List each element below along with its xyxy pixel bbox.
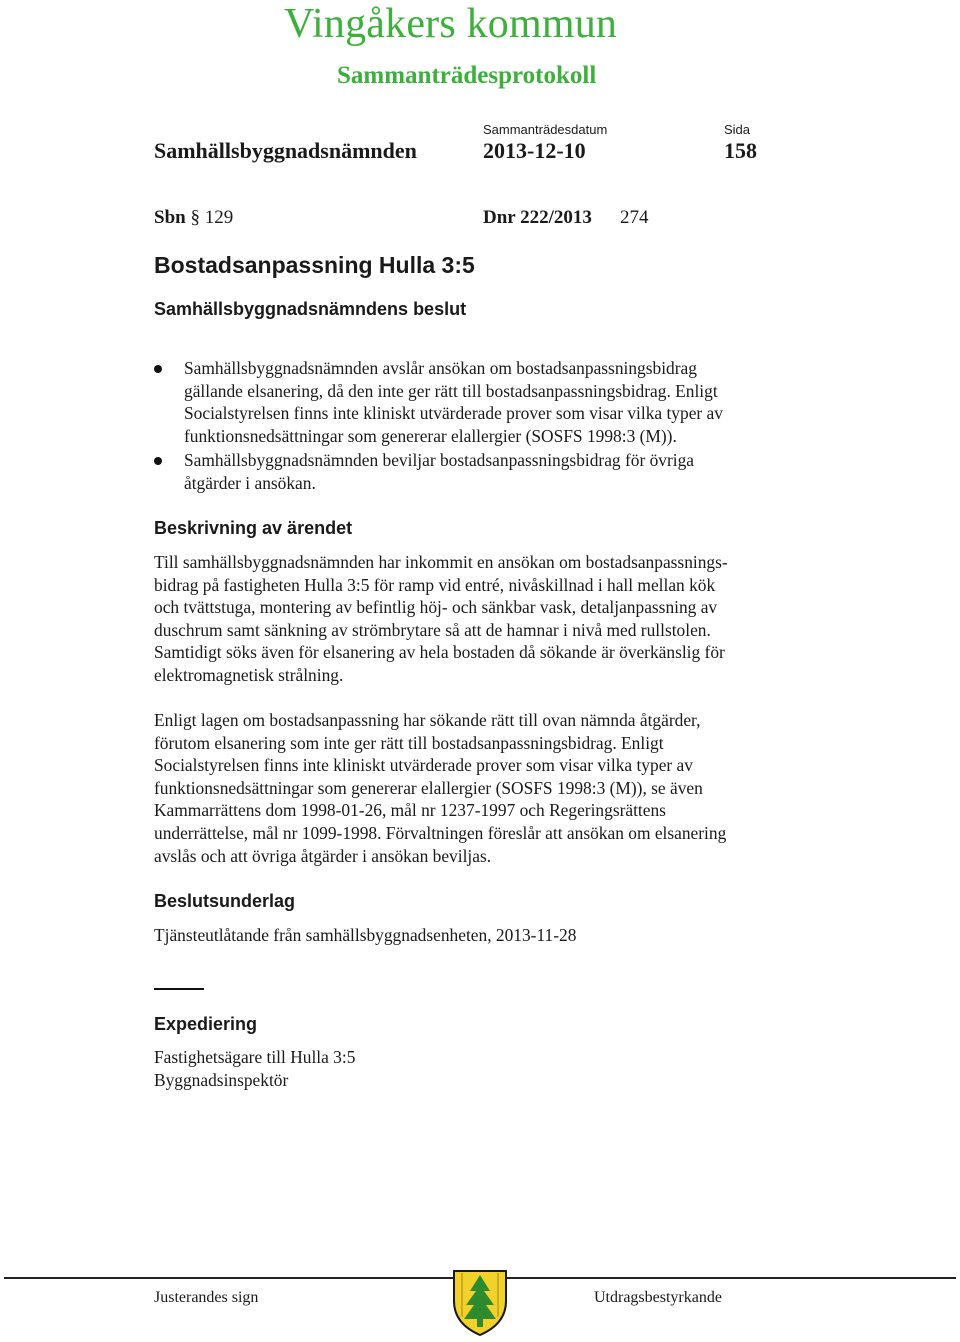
text-line: Kammarrättens dom 1998-01-26, mål nr 1237-1997 och Regeringsrättens bbox=[154, 800, 666, 821]
bullet-line: Samhällsbyggnadsnämnden beviljar bostadsanpassningsbidrag för övriga bbox=[184, 450, 695, 471]
municipal-crest-icon bbox=[450, 1267, 510, 1337]
basis-heading: Beslutsunderlag bbox=[154, 891, 296, 911]
meeting-date: 2013-12-10 bbox=[483, 138, 586, 163]
meeting-date-label: Sammanträdesdatum bbox=[483, 122, 608, 137]
bullet-line: Socialstyrelsen finns inte kliniskt utvärderade prover som visar vilka typer av bbox=[184, 403, 723, 424]
bullet-line: Samhällsbyggnadsnämnden avslår ansökan om bostadsanpassningsbidrag bbox=[184, 358, 697, 378]
text-line: Enligt lagen om bostadsanpassning har sökande rätt till ovan nämnda åtgärder, bbox=[154, 710, 701, 730]
paragraph-number: 129 bbox=[204, 207, 234, 228]
dnr: Dnr 222/2013 bbox=[483, 207, 592, 228]
bullet-line: åtgärder i ansökan. bbox=[184, 472, 316, 493]
adjuster-signature-label: Justerandes sign bbox=[154, 1289, 259, 1306]
text-line: Socialstyrelsen finns inte kliniskt utvärderade prover som visar vilka typer av bbox=[154, 755, 693, 776]
document-type: Sammanträdesprotokoll bbox=[337, 62, 597, 89]
text-line: elektromagnetisk strålning. bbox=[154, 664, 344, 685]
description-heading: Beskrivning av ärendet bbox=[154, 518, 353, 538]
text-line: bidrag på fastigheten Hulla 3:5 för ramp vid entré, nivåskillnad i hall mellan kök bbox=[154, 574, 716, 595]
decision-item bbox=[154, 357, 794, 447]
text-line: och tvättstuga, montering av befintlig höj- och sänkbar vask, detaljanpassning av bbox=[154, 597, 718, 618]
bullet-line: funktionsnedsättningar som genererar elallergier (SOSFS 1998:3 (M)). bbox=[184, 425, 677, 446]
text-line: Till samhällsbyggnadsnämnden har inkommit en ansökan om bostadsanpassnings- bbox=[154, 552, 728, 572]
dispatch-recipient: Byggnadsinspektör bbox=[154, 1069, 289, 1090]
dispatch-recipient: Fastighetsägare till Hulla 3:5 bbox=[154, 1047, 356, 1067]
basis-text: Tjänsteutlåtande från samhällsbyggnadsenheten, 2013-11-28 bbox=[154, 925, 577, 945]
page-label: Sida bbox=[724, 122, 751, 137]
case-title: Bostadsanpassning Hulla 3:5 bbox=[154, 252, 475, 278]
decision-list bbox=[154, 357, 794, 495]
paragraph-reference bbox=[154, 207, 233, 229]
description-paragraph-2 bbox=[154, 709, 814, 867]
dispatch-heading: Expediering bbox=[154, 1014, 258, 1034]
text-line: duschrum samt sänkning av strömbrytare så att de hamnar i nivå med rullstolen. bbox=[154, 619, 711, 640]
bullet-icon bbox=[154, 365, 162, 373]
page-number: 158 bbox=[724, 138, 757, 163]
text-line: avslås och att övriga åtgärder i ansökan beviljas. bbox=[154, 845, 492, 866]
bullet-line: gällande elsanering, då den inte ger rätt till bostadsanpassningsbidrag. Enligt bbox=[184, 380, 718, 401]
dnr-extra: 274 bbox=[620, 207, 649, 228]
bullet-icon bbox=[154, 457, 162, 465]
text-line: underrättelse, mål nr 1099-1998. Förvaltningen föreslår att ansökan om elsanering bbox=[154, 822, 727, 843]
dispatch-list bbox=[154, 1046, 355, 1091]
text-line: funktionsnedsättningar som genererar elallergier (SOSFS 1998:3 (M)), se även bbox=[154, 777, 703, 798]
text-line: förutom elsanering som inte ger rätt till bostadsanpassningsbidrag. Enligt bbox=[154, 732, 664, 753]
paragraph-sign: § bbox=[190, 207, 200, 228]
decision-item bbox=[154, 449, 794, 494]
divider bbox=[154, 988, 204, 990]
text-line: Samtidigt söks även för elsanering av hela bostaden då sökande är överkänslig för bbox=[154, 642, 725, 663]
committee-name: Samhällsbyggnadsnämnden bbox=[154, 138, 417, 163]
municipality-name: Vingåkers kommun bbox=[284, 1, 618, 47]
sbn-label: Sbn bbox=[154, 207, 186, 228]
decision-heading: Samhällsbyggnadsnämndens beslut bbox=[154, 299, 467, 319]
extract-certification-label: Utdragsbestyrkande bbox=[594, 1289, 722, 1306]
description-paragraph-1 bbox=[154, 551, 814, 687]
